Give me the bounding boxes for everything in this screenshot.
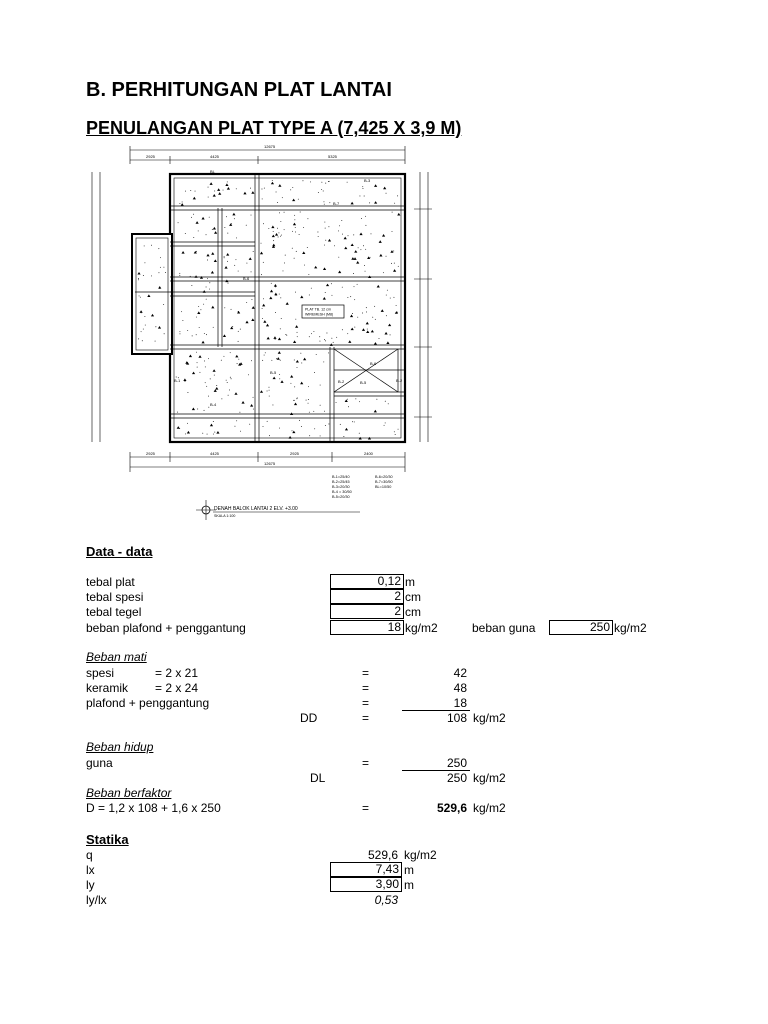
dim-bottom-2: 4425 [210,451,219,456]
value-tebal-tegel: 2 [330,604,404,619]
statika-ly-value: 3,90 [330,877,402,892]
row-label-tebal-spesi: tebal spesi [86,590,144,604]
drawing-scale: SKALA 1:100 [214,514,236,518]
beam-label: B-7 [333,201,340,206]
data-section-title: Data - data [86,544,153,559]
beban-mati-plafond-eq: = [362,696,370,710]
row-label-beban-plafond: beban plafond + penggantung [86,621,246,635]
plate-note-line1: PLAT TB. 12 cm [305,307,331,312]
beban-hidup-guna-eq: = [362,756,370,770]
beban-mati-plafond-value: 18 [453,696,467,710]
page-subheading: PENULANGAN PLAT TYPE A (7,425 X 3,9 M) [86,118,462,138]
beam-label: B-1 [174,378,181,383]
plate-note-line2: WIREMESH (M8) [305,312,334,317]
unit-tebal-tegel: cm [405,605,421,619]
legend-left-4: B-5=20/30 [332,495,350,499]
beban-guna-unit: kg/m2 [614,621,647,635]
beban-berfaktor-formula: D = 1,2 x 108 + 1,6 x 250 [86,801,221,815]
legend-left-2: B-3=20/30 [332,485,350,489]
statika-title: Statika [86,832,129,847]
beban-mati-total-unit: kg/m2 [473,711,506,725]
drawing-title-symbol [196,500,216,520]
beban-berfaktor-eq: = [362,801,370,815]
statika-lylx-label: ly/lx [86,893,107,907]
legend-left-1: B-2=25/45 [332,480,350,484]
beam-legend [332,475,393,499]
beban-hidup-total-unit: kg/m2 [473,771,506,785]
beban-mati-spesi-label: spesi [86,666,115,680]
statika-ly-unit: m [404,878,414,892]
beam-label: BL [210,169,215,174]
unit-tebal-plat: m [405,575,415,589]
beban-mati-keramik-formula: = 2 x 24 [155,681,199,695]
dim-bottom-3: 2925 [290,451,299,456]
beban-mati-total-value: 108 [446,711,467,725]
statika-ly-label: ly [86,878,95,892]
slab-outline [132,174,405,442]
value-tebal-spesi: 2 [330,589,404,604]
beban-mati-total-eq: = [362,711,370,725]
dim-top-3: 5325 [328,154,337,159]
beam-label: B-3 [364,178,371,183]
beban-mati-plafond-label: plafond + penggantung [86,696,210,710]
floor-plan-drawing [80,142,440,522]
drawing-title: DENAH BALOK LANTAI 2 ELV. +3.00 [214,506,298,512]
beam-label: B-6 [243,276,250,281]
row-label-tebal-tegel: tebal tegel [86,605,142,619]
beban-mati-keramik-label: keramik [86,681,129,695]
dim-bottom-total: 12675 [264,461,276,466]
statika-lx-unit: m [404,863,414,877]
beam-label: B-5 [270,370,277,375]
beban-hidup-guna-label: guna [86,756,113,770]
beam-label: B-5 [360,380,367,385]
value-beban-plafond: 18 [330,620,404,635]
beban-mati-total-label: DD [300,711,318,725]
unit-beban-plafond: kg/m2 [405,621,438,635]
beban-berfaktor-unit: kg/m2 [473,801,506,815]
statika-lx-value: 7,43 [330,862,402,877]
beban-mati-spesi-eq: = [362,666,370,680]
beban-mati-keramik-value: 48 [453,681,467,695]
beam-label: B-2 [396,378,403,383]
beban-guna-label: beban guna [472,621,536,635]
beban-berfaktor-title: Beban berfaktor [86,786,172,800]
legend-right-1: B-7=30/50 [375,480,393,484]
legend-left-0: B-1=25/40 [332,475,350,479]
beban-berfaktor-value: 529,6 [436,801,467,815]
dim-bottom-1: 2925 [146,451,155,456]
dim-top-2: 4425 [210,154,219,159]
beban-guna-value: 250 [549,620,613,635]
value-tebal-plat: 0,12 [330,574,404,589]
row-label-tebal-plat: tebal plat [86,575,135,589]
statika-lx-label: lx [86,863,95,877]
beam-label: B-4 [210,402,217,407]
dim-bottom-4: 2400 [364,451,373,456]
beban-hidup-total-label: DL [310,771,326,785]
beban-mati-spesi-formula: = 2 x 21 [155,666,199,680]
dim-top-total: 12675 [264,144,276,149]
legend-left-3: B-4 = 30/50 [332,490,352,494]
beam-label: B-6 [370,361,377,366]
statika-q-label: q [86,848,93,862]
beban-hidup-total-value: 250 [446,771,467,785]
page-heading: B. PERHITUNGAN PLAT LANTAI [86,79,392,101]
beban-mati-title: Beban mati [86,650,147,664]
legend-right-0: B-6=20/30 [375,475,393,479]
beban-hidup-title: Beban hidup [86,740,154,754]
beam-label: B-2 [338,379,345,384]
beban-mati-spesi-value: 42 [453,666,467,680]
statika-q-value: 529,6 [367,848,398,862]
beban-hidup-guna-value: 250 [446,756,467,770]
unit-tebal-spesi: cm [405,590,421,604]
statika-q-unit: kg/m2 [404,848,437,862]
beban-mati-keramik-eq: = [362,681,370,695]
statika-lylx-value: 0,53 [374,893,398,907]
dim-top-1: 2925 [146,154,155,159]
legend-right-2: BL=10/50 [375,485,392,489]
